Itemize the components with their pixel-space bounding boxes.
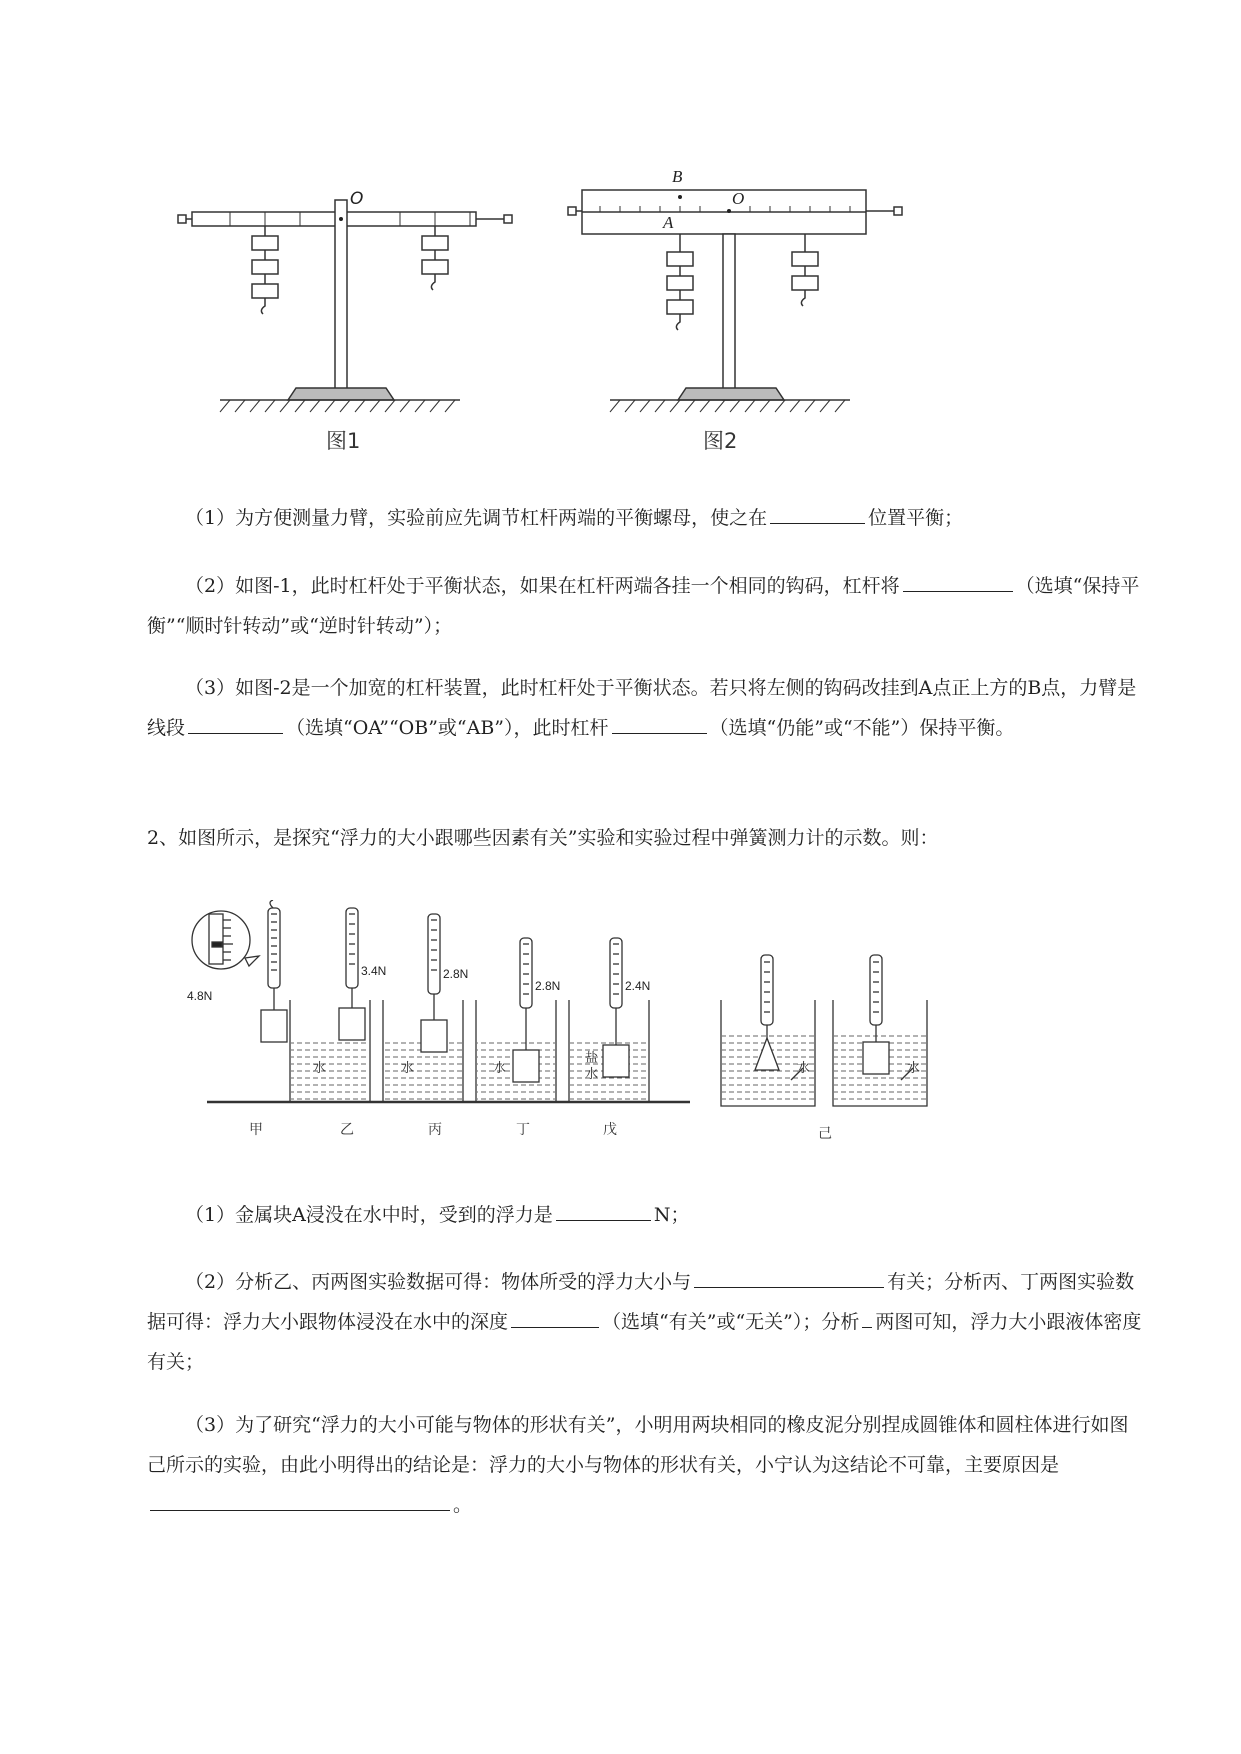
point-label-a: A [663,213,674,232]
answer-blank[interactable] [511,1305,599,1328]
label-yi: 乙 [340,1122,354,1138]
reading-ding: 2.8N [535,979,561,993]
answer-blank[interactable] [694,1265,884,1288]
figure-caption-1: 图1 [326,429,361,453]
salt-label-wu-1: 盐 [585,1051,599,1066]
reading-bing: 2.8N [443,967,469,981]
salt-label-wu-2: 水 [585,1067,599,1082]
q2-part1: （1）金属块A浸没在水中时，受到的浮力是 N； [147,1195,1147,1235]
pivot-label-o2: O [732,189,745,208]
q1-part1: （1）为方便测量力臂，实验前应先调节杠杆两端的平衡螺母，使之在 位置平衡； [147,498,1147,538]
water-label-ji-2: 水 [907,1061,921,1076]
water-label-bing: 水 [401,1061,415,1076]
figure-caption-2: 图2 [703,429,738,453]
buoyancy-figure [185,900,975,1150]
answer-blank[interactable] [150,1488,450,1511]
answer-blank[interactable] [188,711,283,734]
label-ji: 己 [818,1126,832,1142]
answer-blank[interactable] [556,1198,651,1221]
label-jia: 甲 [249,1122,263,1138]
water-label-ding: 水 [493,1061,507,1076]
q1-part2: （2）如图-1，此时杠杆处于平衡状态，如果在杠杆两端各挂一个相同的钩码，杠杆将 （选填“保持平衡”“顺时针转动”或“逆时针转动”）； [147,566,1147,646]
pivot-label-o: O [350,189,364,209]
water-label-yi: 水 [313,1061,327,1076]
q2-part2: （2）分析乙、丙两图实验数据可得：物体所受的浮力大小与 有关；分析丙、丁两图实验数据可得：浮力大小跟物体浸没在水中的深度 （选填“有关”或“无关”）；分析 两图可知，浮力大小跟液体密度有关； [147,1262,1147,1382]
reading-jia: 4.8N [187,989,213,1003]
answer-blank[interactable] [903,569,1013,592]
point-label-b: B [672,167,683,186]
label-wu: 戊 [603,1122,617,1138]
answer-blank[interactable] [862,1305,872,1328]
reading-yi: 3.4N [361,964,387,978]
answer-blank[interactable] [770,501,865,524]
q1-part3: （3）如图-2是一个加宽的杠杆装置，此时杠杆处于平衡状态。若只将左侧的钩码改挂到A点正上方的B点，力臂是线段 （选填“OA”“OB”或“AB”），此时杠杆 （选填“仍能”或“不能”）保持平衡。 [147,677,1137,739]
water-label-ji-1: 水 [797,1061,811,1076]
lever-figure-1 [170,160,530,450]
q2-part3: （3）为了研究“浮力的大小可能与物体的形状有关”，小明用两块相同的橡皮泥分别捏成圆锥体和圆柱体进行如图己所示的实验，由此小明得出的结论是：浮力的大小与物体的形状有关，小宁认为这结论不可靠，主要原因是。 [147,1414,1129,1516]
reading-wu: 2.4N [625,979,651,993]
lever-figure-2 [560,160,920,450]
answer-blank[interactable] [612,711,707,734]
label-ding: 丁 [516,1122,530,1138]
question-2-stem: 2、如图所示，是探究“浮力的大小跟哪些因素有关”实验和实验过程中弹簧测力计的示数。则： [147,827,939,849]
label-bing: 丙 [428,1122,442,1138]
